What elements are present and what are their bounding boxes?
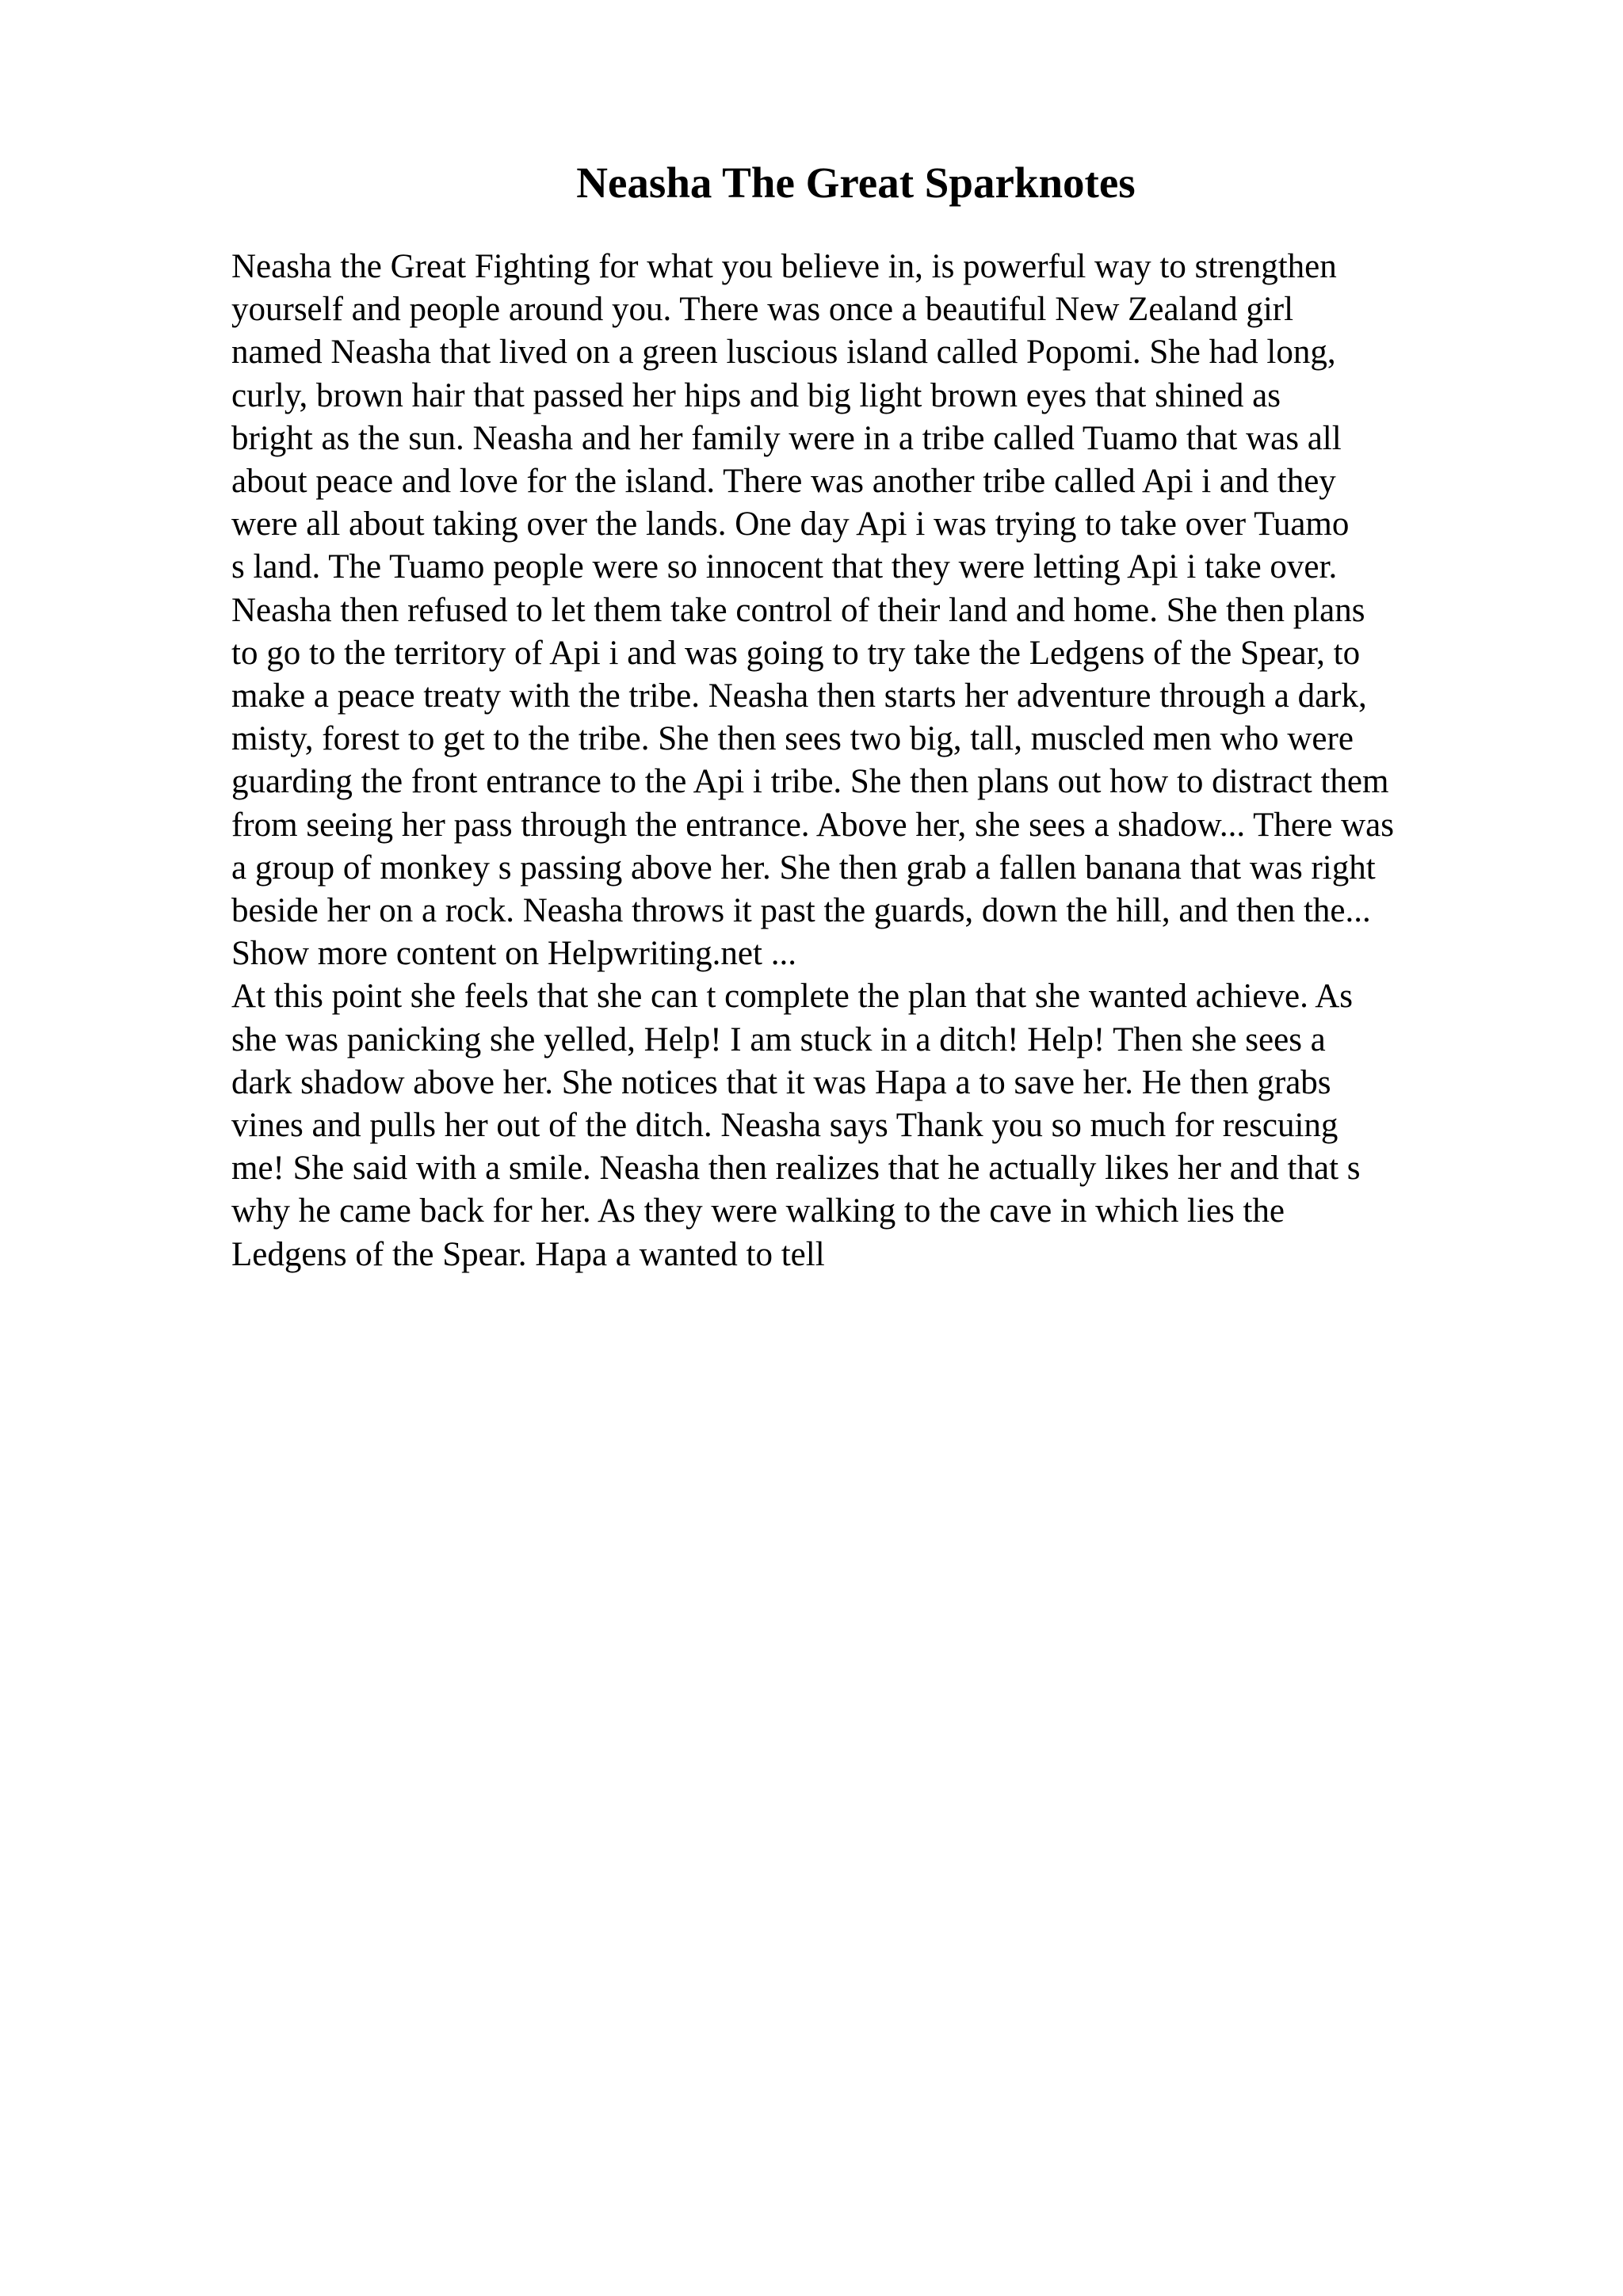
body-line: make a peace treaty with the tribe. Neasha then starts her adventure through a dark, (231, 677, 1367, 715)
body-line: misty, forest to get to the tribe. She then sees two big, tall, muscled men who were (231, 720, 1354, 758)
body-line: yourself and people around you. There was once a beautiful New Zealand girl (231, 291, 1294, 329)
body-line: about peace and love for the island. There was another tribe called Api i and they (231, 463, 1336, 501)
body-line: were all about taking over the lands. One day Api i was trying to take over Tuamo (231, 505, 1350, 543)
body-line: she was panicking she yelled, Help! I am stuck in a ditch! Help! Then she sees a (231, 1020, 1326, 1058)
body-line: to go to the territory of Api i and was going to try take the Ledgens of the Spear, to (231, 634, 1361, 672)
body-line: dark shadow above her. She notices that it was Hapa a to save her. He then grabs (231, 1063, 1331, 1101)
body-line: Neasha the Great Fighting for what you believe in, is powerful way to strengthen (231, 248, 1337, 285)
body-line: guarding the front entrance to the Api i tribe. She then plans out how to distract them (231, 763, 1389, 801)
body-line: curly, brown hair that passed her hips and big light brown eyes that shined as (231, 376, 1281, 414)
body-line: vines and pulls her out of the ditch. Neasha says Thank you so much for rescuing (231, 1107, 1338, 1145)
body-line: from seeing her pass through the entrance. Above her, she sees a shadow... There was (231, 806, 1394, 844)
body-line: Ledgens of the Spear. Hapa a wanted to tell (231, 1235, 825, 1273)
body-line: beside her on a rock. Neasha throws it past the guards, down the hill, and then the... (231, 892, 1371, 930)
show-more-line: Show more content on Helpwriting.net ... (231, 935, 796, 973)
document-body (231, 246, 1515, 1276)
body-line: a group of monkey s passing above her. She then grab a fallen banana that was right (231, 849, 1376, 887)
body-line: bright as the sun. Neasha and her family were in a tribe called Tuamo that was all (231, 419, 1342, 457)
body-line: s land. The Tuamo people were so innocent that they were letting Api i take over. (231, 548, 1338, 586)
body-line: named Neasha that lived on a green luscious island called Popomi. She had long, (231, 334, 1336, 372)
body-line: me! She said with a smile. Neasha then realizes that he actually likes her and that s (231, 1150, 1361, 1188)
body-line: At this point she feels that she can t complete the plan that she wanted achieve. As (231, 978, 1354, 1016)
document-title: Neasha The Great Sparknotes (576, 158, 1136, 207)
body-line: Neasha then refused to let them take control of their land and home. She then plans (231, 591, 1365, 629)
body-line: why he came back for her. As they were walking to the cave in which lies the (231, 1192, 1285, 1230)
